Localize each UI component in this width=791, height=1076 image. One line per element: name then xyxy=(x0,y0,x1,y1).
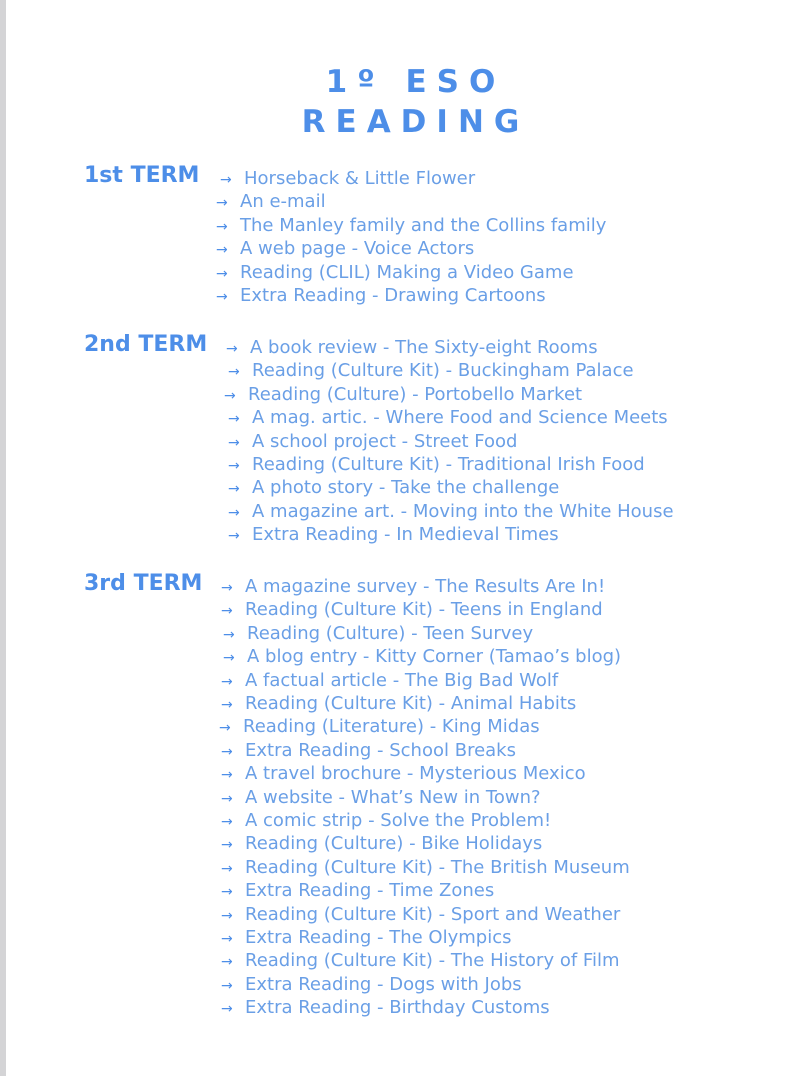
arrow-right-icon: → xyxy=(221,790,233,807)
term-label: 1st TERM xyxy=(84,163,200,188)
reading-list-item xyxy=(228,453,645,476)
reading-list-item xyxy=(228,430,517,453)
reading-list-item xyxy=(221,669,558,692)
arrow-right-icon: → xyxy=(228,434,240,451)
reading-list-item xyxy=(221,832,542,855)
reading-list-item xyxy=(221,598,603,621)
reading-list-item xyxy=(221,879,494,902)
term-label: 3rd TERM xyxy=(84,571,203,596)
reading-title: Extra Reading - School Breaks xyxy=(245,739,516,761)
arrow-right-icon: → xyxy=(221,580,233,596)
reading-title: Extra Reading - In Medieval Times xyxy=(252,524,559,546)
arrow-right-icon: → xyxy=(216,218,228,235)
page-title-line1: 1º ESO xyxy=(325,64,506,100)
reading-list-item xyxy=(221,692,576,715)
arrow-right-icon: → xyxy=(219,720,231,737)
reading-title: Reading (Culture Kit) - Buckingham Palace xyxy=(252,360,634,382)
arrow-right-icon: → xyxy=(221,907,233,924)
reading-list-item xyxy=(221,786,541,809)
reading-title: A website - What’s New in Town? xyxy=(245,786,541,808)
term-label: 2nd TERM xyxy=(84,332,208,357)
reading-list-item xyxy=(228,359,634,382)
reading-title: Extra Reading - Time Zones xyxy=(245,880,495,902)
arrow-right-icon: → xyxy=(228,504,240,521)
arrow-right-icon: → xyxy=(216,289,228,305)
reading-title: Reading (Culture) - Bike Holidays xyxy=(245,833,543,855)
arrow-right-icon: → xyxy=(223,650,235,667)
reading-title: A book review - The Sixty-eight Rooms xyxy=(250,337,598,358)
arrow-right-icon: → xyxy=(221,603,233,620)
reading-list-item xyxy=(221,949,619,972)
reading-list-item xyxy=(228,476,559,499)
arrow-right-icon: → xyxy=(228,458,240,474)
arrow-right-icon: → xyxy=(221,743,233,760)
reading-list-item xyxy=(216,261,574,284)
arrow-right-icon: → xyxy=(223,626,235,643)
arrow-right-icon: → xyxy=(228,481,240,498)
arrow-right-icon: → xyxy=(221,1001,233,1018)
arrow-right-icon: → xyxy=(221,884,233,901)
reading-title: Horseback & Little Flower xyxy=(244,168,476,189)
arrow-right-icon: → xyxy=(221,860,233,877)
reading-title: A web page - Voice Actors xyxy=(240,238,475,260)
reading-title: Reading (Culture) - Teen Survey xyxy=(247,622,534,644)
reading-title: A mag. artic. - Where Food and Science Meets xyxy=(252,407,668,429)
arrow-right-icon: → xyxy=(221,697,233,713)
arrow-right-icon: → xyxy=(216,195,228,212)
reading-list-item xyxy=(221,926,512,949)
reading-list-item xyxy=(216,237,474,260)
reading-list-item xyxy=(221,903,620,926)
reading-title: Reading (Culture Kit) - Teens in England xyxy=(245,599,603,621)
reading-title: A blog entry - Kitty Corner (Tamao’s blog) xyxy=(247,646,622,668)
arrow-right-icon: → xyxy=(216,242,228,259)
reading-list-item xyxy=(224,383,582,406)
reading-title: A photo story - Take the challenge xyxy=(252,477,560,499)
reading-list-item xyxy=(221,809,551,832)
reading-list-item xyxy=(221,973,522,996)
reading-title: A magazine survey - The Results Are In! xyxy=(245,576,606,597)
reading-title: A magazine art. - Moving into the White House xyxy=(252,500,674,522)
arrow-right-icon: → xyxy=(221,767,233,784)
arrow-right-icon: → xyxy=(228,364,240,381)
reading-title: Extra Reading - Birthday Customs xyxy=(245,997,550,1019)
reading-title: A factual article - The Big Bad Wolf xyxy=(245,669,559,691)
arrow-right-icon: → xyxy=(221,673,233,690)
reading-title: Reading (Culture Kit) - The History of Film xyxy=(245,950,620,972)
reading-title: A school project - Street Food xyxy=(252,430,518,452)
reading-list-item xyxy=(221,739,516,762)
arrow-right-icon: → xyxy=(220,172,232,188)
reading-list-item xyxy=(219,715,540,738)
reading-title: Reading (Culture Kit) - Animal Habits xyxy=(245,693,577,714)
page-title-line2: READING xyxy=(301,104,530,140)
reading-list-item xyxy=(226,336,598,359)
reading-list-item xyxy=(223,645,621,668)
reading-title: An e-mail xyxy=(240,191,326,213)
arrow-right-icon: → xyxy=(228,528,240,545)
reading-title: Reading (Culture Kit) - Traditional Irish Food xyxy=(252,454,645,475)
reading-list-item xyxy=(221,856,630,879)
reading-list-item xyxy=(228,523,559,546)
reading-list-item xyxy=(221,762,586,785)
reading-list-item xyxy=(221,996,550,1019)
arrow-right-icon: → xyxy=(221,837,233,854)
reading-list-item xyxy=(216,190,326,213)
arrow-right-icon: → xyxy=(221,954,233,971)
reading-list-item xyxy=(228,406,668,429)
reading-list-item xyxy=(216,284,546,307)
reading-list-item xyxy=(216,214,606,237)
reading-title: The Manley family and the Collins family xyxy=(240,214,607,236)
reading-title: Reading (Culture Kit) - The British Museum xyxy=(245,856,630,878)
reading-title: Reading (CLIL) Making a Video Game xyxy=(240,261,574,283)
arrow-right-icon: → xyxy=(221,931,233,947)
arrow-right-icon: → xyxy=(221,977,233,994)
reading-title: Extra Reading - Drawing Cartoons xyxy=(240,285,546,306)
reading-title: Extra Reading - The Olympics xyxy=(245,927,512,948)
reading-title: A travel brochure - Mysterious Mexico xyxy=(245,763,586,785)
reading-title: Reading (Literature) - King Midas xyxy=(243,716,540,738)
reading-list-item xyxy=(223,622,533,645)
reading-list-item xyxy=(220,167,475,190)
arrow-right-icon: → xyxy=(228,411,240,428)
reading-list-item xyxy=(221,575,605,598)
reading-title: Reading (Culture) - Portobello Market xyxy=(248,383,583,405)
page-left-edge xyxy=(0,0,6,1076)
reading-title: A comic strip - Solve the Problem! xyxy=(245,810,552,831)
arrow-right-icon: → xyxy=(216,265,228,282)
arrow-right-icon: → xyxy=(224,387,236,404)
arrow-right-icon: → xyxy=(226,341,238,357)
reading-title: Reading (Culture Kit) - Sport and Weather xyxy=(245,903,621,925)
reading-title: Extra Reading - Dogs with Jobs xyxy=(245,973,522,995)
reading-list-item xyxy=(228,500,674,523)
arrow-right-icon: → xyxy=(221,814,233,830)
